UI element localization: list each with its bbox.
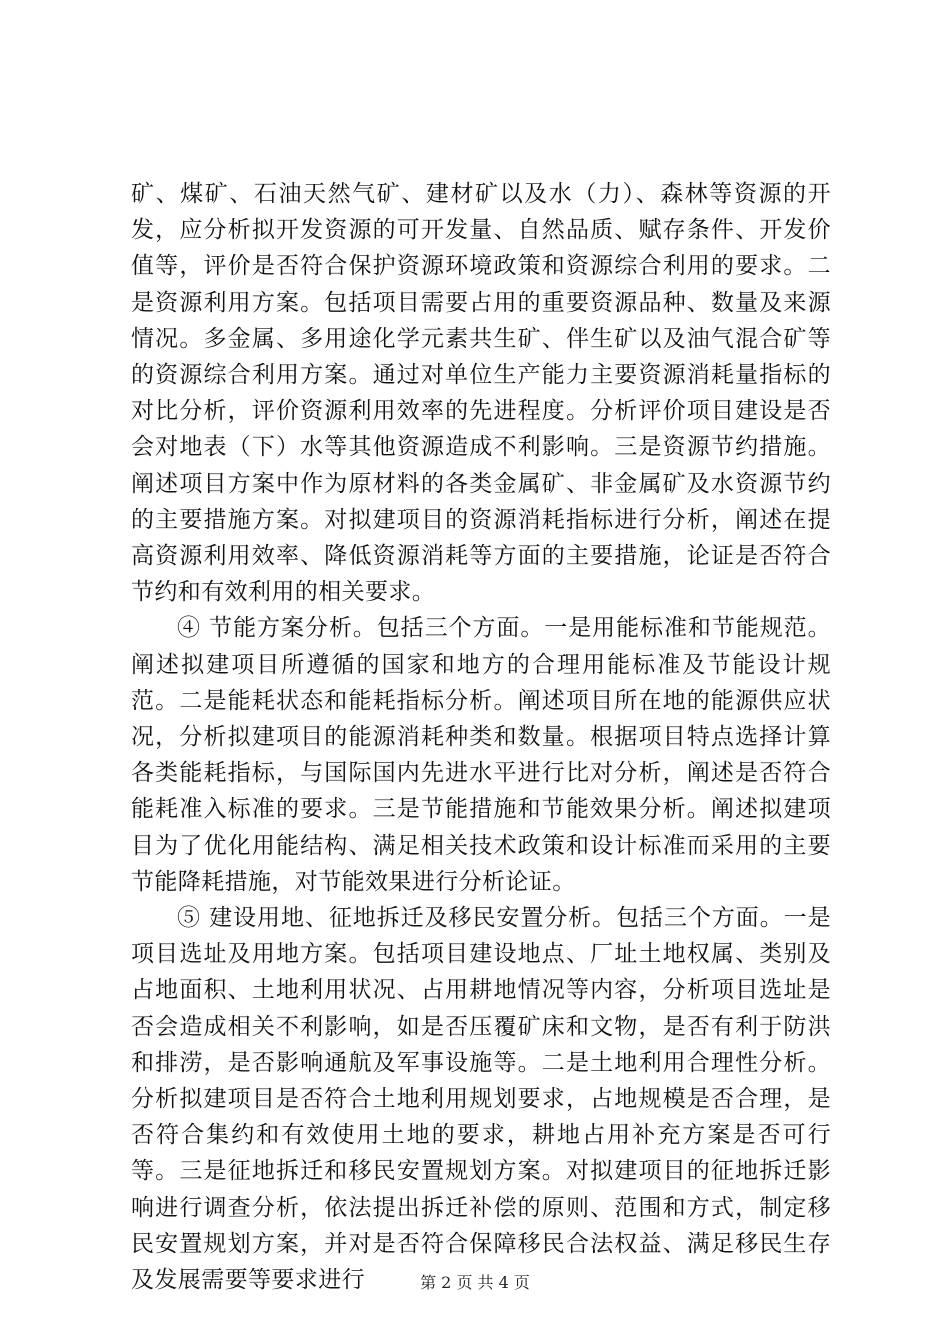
paragraph-energy-saving: ④ 节能方案分析。包括三个方面。一是用能标准和节能规范。阐述拟建项目所遵循的国家和地方的合理用能标准及节能设计规范。二是能耗状态和能耗指标分析。阐述项目所在地的能源供应状况，分析拟建项目的能源消耗种类和数量。根据项目特点选择计算各类能耗指标，与国际国内先进水平进行比对分析，阐述是否符合能耗准入标准的要求。三是节能措施和节能效果分析。阐述拟建项目为了优化用能结构、满足相关技术政策和设计标准而采用的主要节能降耗措施，对节能效果进行分析论证。 [131,615,831,895]
paragraph-resource-continuation: 矿、煤矿、石油天然气矿、建材矿以及水（力）、森林等资源的开发，应分析拟开发资源的可开发量、自然品质、赋存条件、开发价值等，评价是否符合保护资源环境政策和资源综合利用的要求。二是资源利用方案。包括项目需要占用的重要资源品种、数量及来源情况。多金属、多用途化学元素共生矿、伴生矿以及油气混合矿等的资源综合利用方案。通过对单位生产能力主要资源消耗量指标的对比分析，评价资源利用效率的先进程度。分析评价项目建设是否会对地表（下）水等其他资源造成不利影响。三是资源节约措施。阐述项目方案中作为原材料的各类金属矿、非金属矿及水资源节约的主要措施方案。对拟建项目的资源消耗指标进行分析，阐述在提高资源利用效率、降低资源消耗等方面的主要措施，论证是否符合节约和有效利用的相关要求。 [131,181,831,606]
page-footer: 第 2 页 共 4 页 [420,1273,530,1292]
document-body [131,176,831,1298]
paragraph-land-use: ⑤ 建设用地、征地拆迁及移民安置分析。包括三个方面。一是项目选址及用地方案。包括项目建设地点、厂址土地权属、类别及占地面积、土地利用状况、占用耕地情况等内容，分析项目选址是否会造成相关不利影响，如是否压覆矿床和文物，是否有利于防洪和排涝，是否影响通航及军事设施等。二是土地利用合理性分析。分析拟建项目是否符合土地利用规划要求，占地规模是否合理，是否符合集约和有效使用土地的要求，耕地占用补充方案是否可行等。三是征地拆迁和移民安置规划方案。对拟建项目的征地拆迁影响进行调查分析，依法提出拆迁补偿的原则、范围和方式，制定移民安置规划方案，并对是否符合保障移民合法权益、满足移民生存及发展需要等要求进行 [131,905,831,1294]
